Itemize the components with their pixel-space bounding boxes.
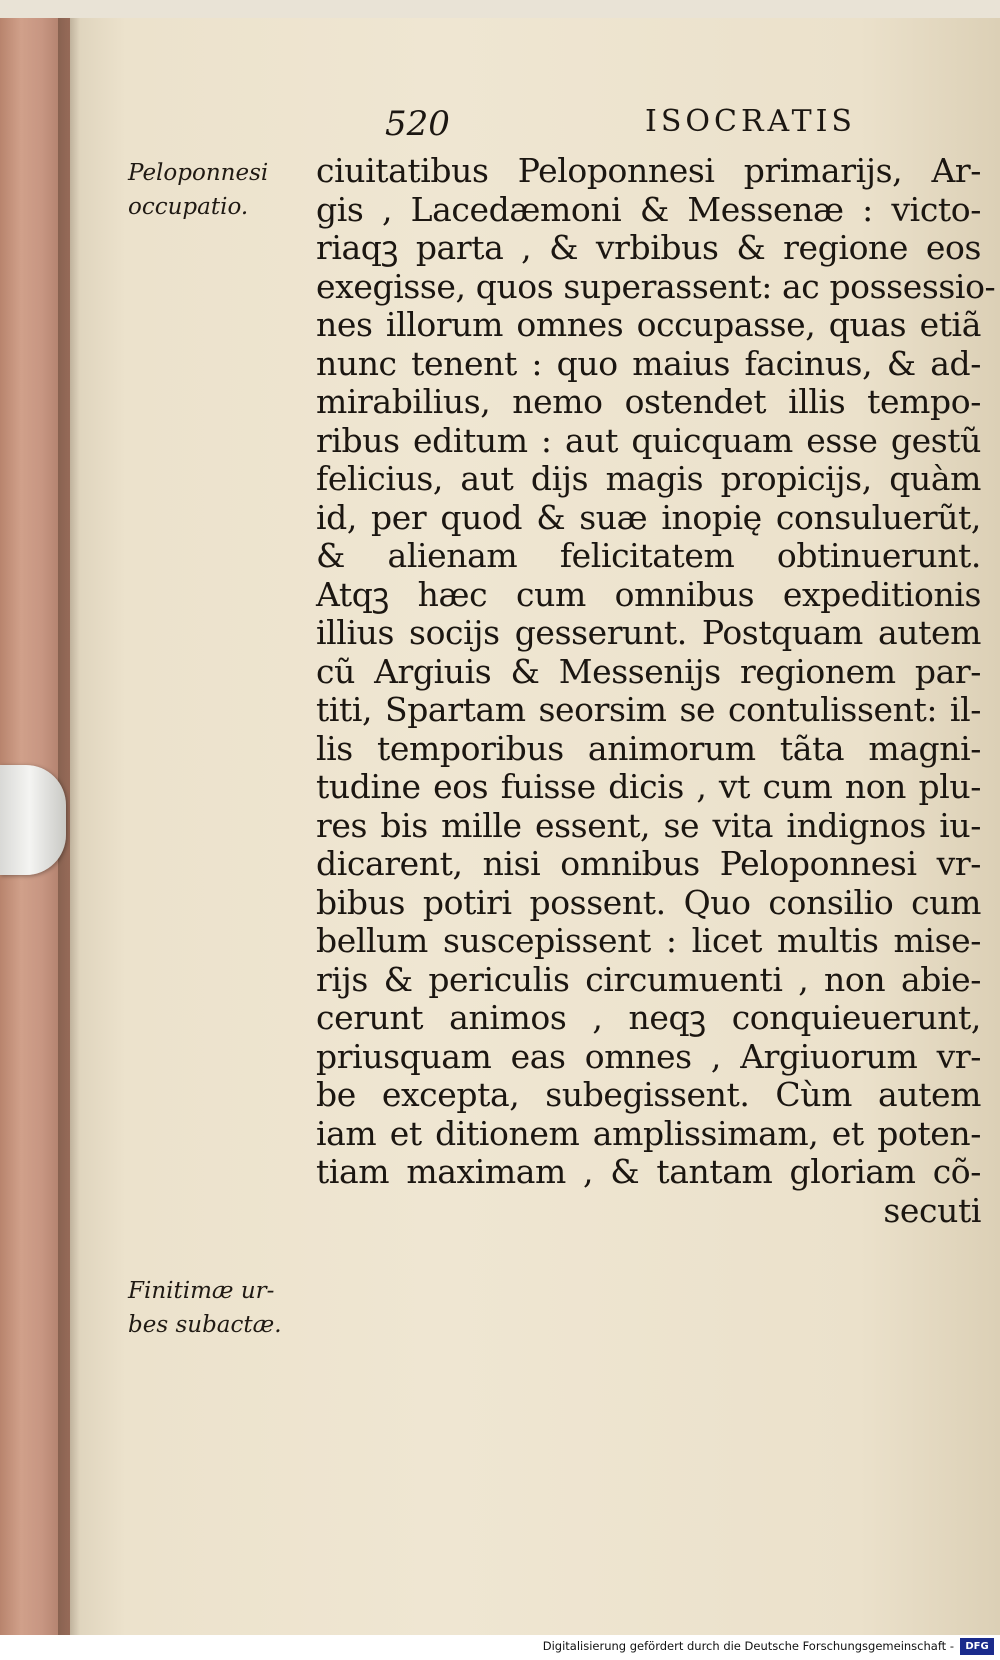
margin-note — [128, 156, 268, 224]
page-header — [385, 104, 885, 154]
text-line: be excepta, subegissent. Cùm autem — [316, 1075, 981, 1114]
text-line: cerunt animos , neqꝫ conquieuerunt, — [316, 998, 981, 1037]
text-line: exegisse, quos superassent: ac possessio- — [316, 266, 996, 306]
text-line: tiam maximam , & tantam gloriam cõ- — [316, 1152, 981, 1191]
dfg-logo: DFG — [960, 1638, 994, 1655]
text-line: riaqꝫ parta , & vrbibus & regione eos — [316, 228, 981, 267]
text-line: felicius, aut dijs magis propicijs, quàm — [316, 459, 981, 498]
margin-note-line: Peloponnesi — [128, 160, 269, 186]
text-line: & alienam felicitatem obtinuerunt. — [316, 536, 981, 575]
catchword: secuti — [883, 1190, 981, 1230]
text-line: titi, Spartam seorsim se contulissent: il- — [316, 690, 981, 729]
text-line: id, per quod & suæ inopię consuluerũt, — [316, 497, 981, 537]
margin-note-line: Finitimæ ur- — [128, 1278, 275, 1304]
text-line: Atqꝫ hæc cum omnibus expeditionis — [316, 574, 981, 614]
text-line: bibus potiri possent. Quo consilio cum — [316, 882, 981, 922]
margin-note — [128, 1274, 282, 1342]
text-line: rijs & periculis circumuenti , non abie- — [316, 959, 981, 999]
text-line: cũ Argiuis & Messenijs regionem par- — [316, 651, 981, 691]
body-text — [316, 151, 996, 1230]
margin-note-line: bes subactæ. — [128, 1312, 282, 1338]
text-line: nunc tenent : quo maius facinus, & ad- — [316, 343, 981, 383]
page-clip — [0, 765, 66, 875]
text-line: nes illorum omnes occupasse, quas etiã — [316, 305, 981, 344]
text-line: bellum suscepissent : licet multis mise- — [316, 921, 981, 960]
text-line: dicarent, nisi omnibus Peloponnesi vr- — [316, 844, 981, 883]
text-line: iam et ditionem amplissimam, et poten- — [316, 1113, 981, 1153]
text-line: ciuitatibus Peloponnesi primarijs, Ar- — [316, 151, 981, 190]
text-line: priusquam eas omnes , Argiuorum vr- — [316, 1036, 981, 1076]
text-line: res bis mille essent, se vita indignos iu- — [316, 805, 981, 845]
page-number: 520 — [385, 104, 450, 144]
text-line: gis , Lacedæmoni & Messenæ : victo- — [316, 189, 981, 229]
footer-bar — [0, 1635, 1000, 1660]
text-line: ribus editum : aut quicquam esse gestũ — [316, 420, 981, 460]
text-line: tudine eos fuisse dicis , vt cum non plu- — [316, 767, 981, 806]
text-line: lis temporibus animorum tãta magni- — [316, 728, 981, 768]
funding-credit: Digitalisierung gefördert durch die Deutsche Forschungsgemeinschaft - — [542, 1639, 954, 1653]
text-line: illius socijs gesserunt. Postquam autem — [316, 613, 981, 652]
running-title: ISOCRATIS — [645, 104, 856, 139]
margin-note-line: occupatio. — [128, 194, 249, 220]
text-line: mirabilius, nemo ostendet illis tempo- — [316, 382, 981, 421]
